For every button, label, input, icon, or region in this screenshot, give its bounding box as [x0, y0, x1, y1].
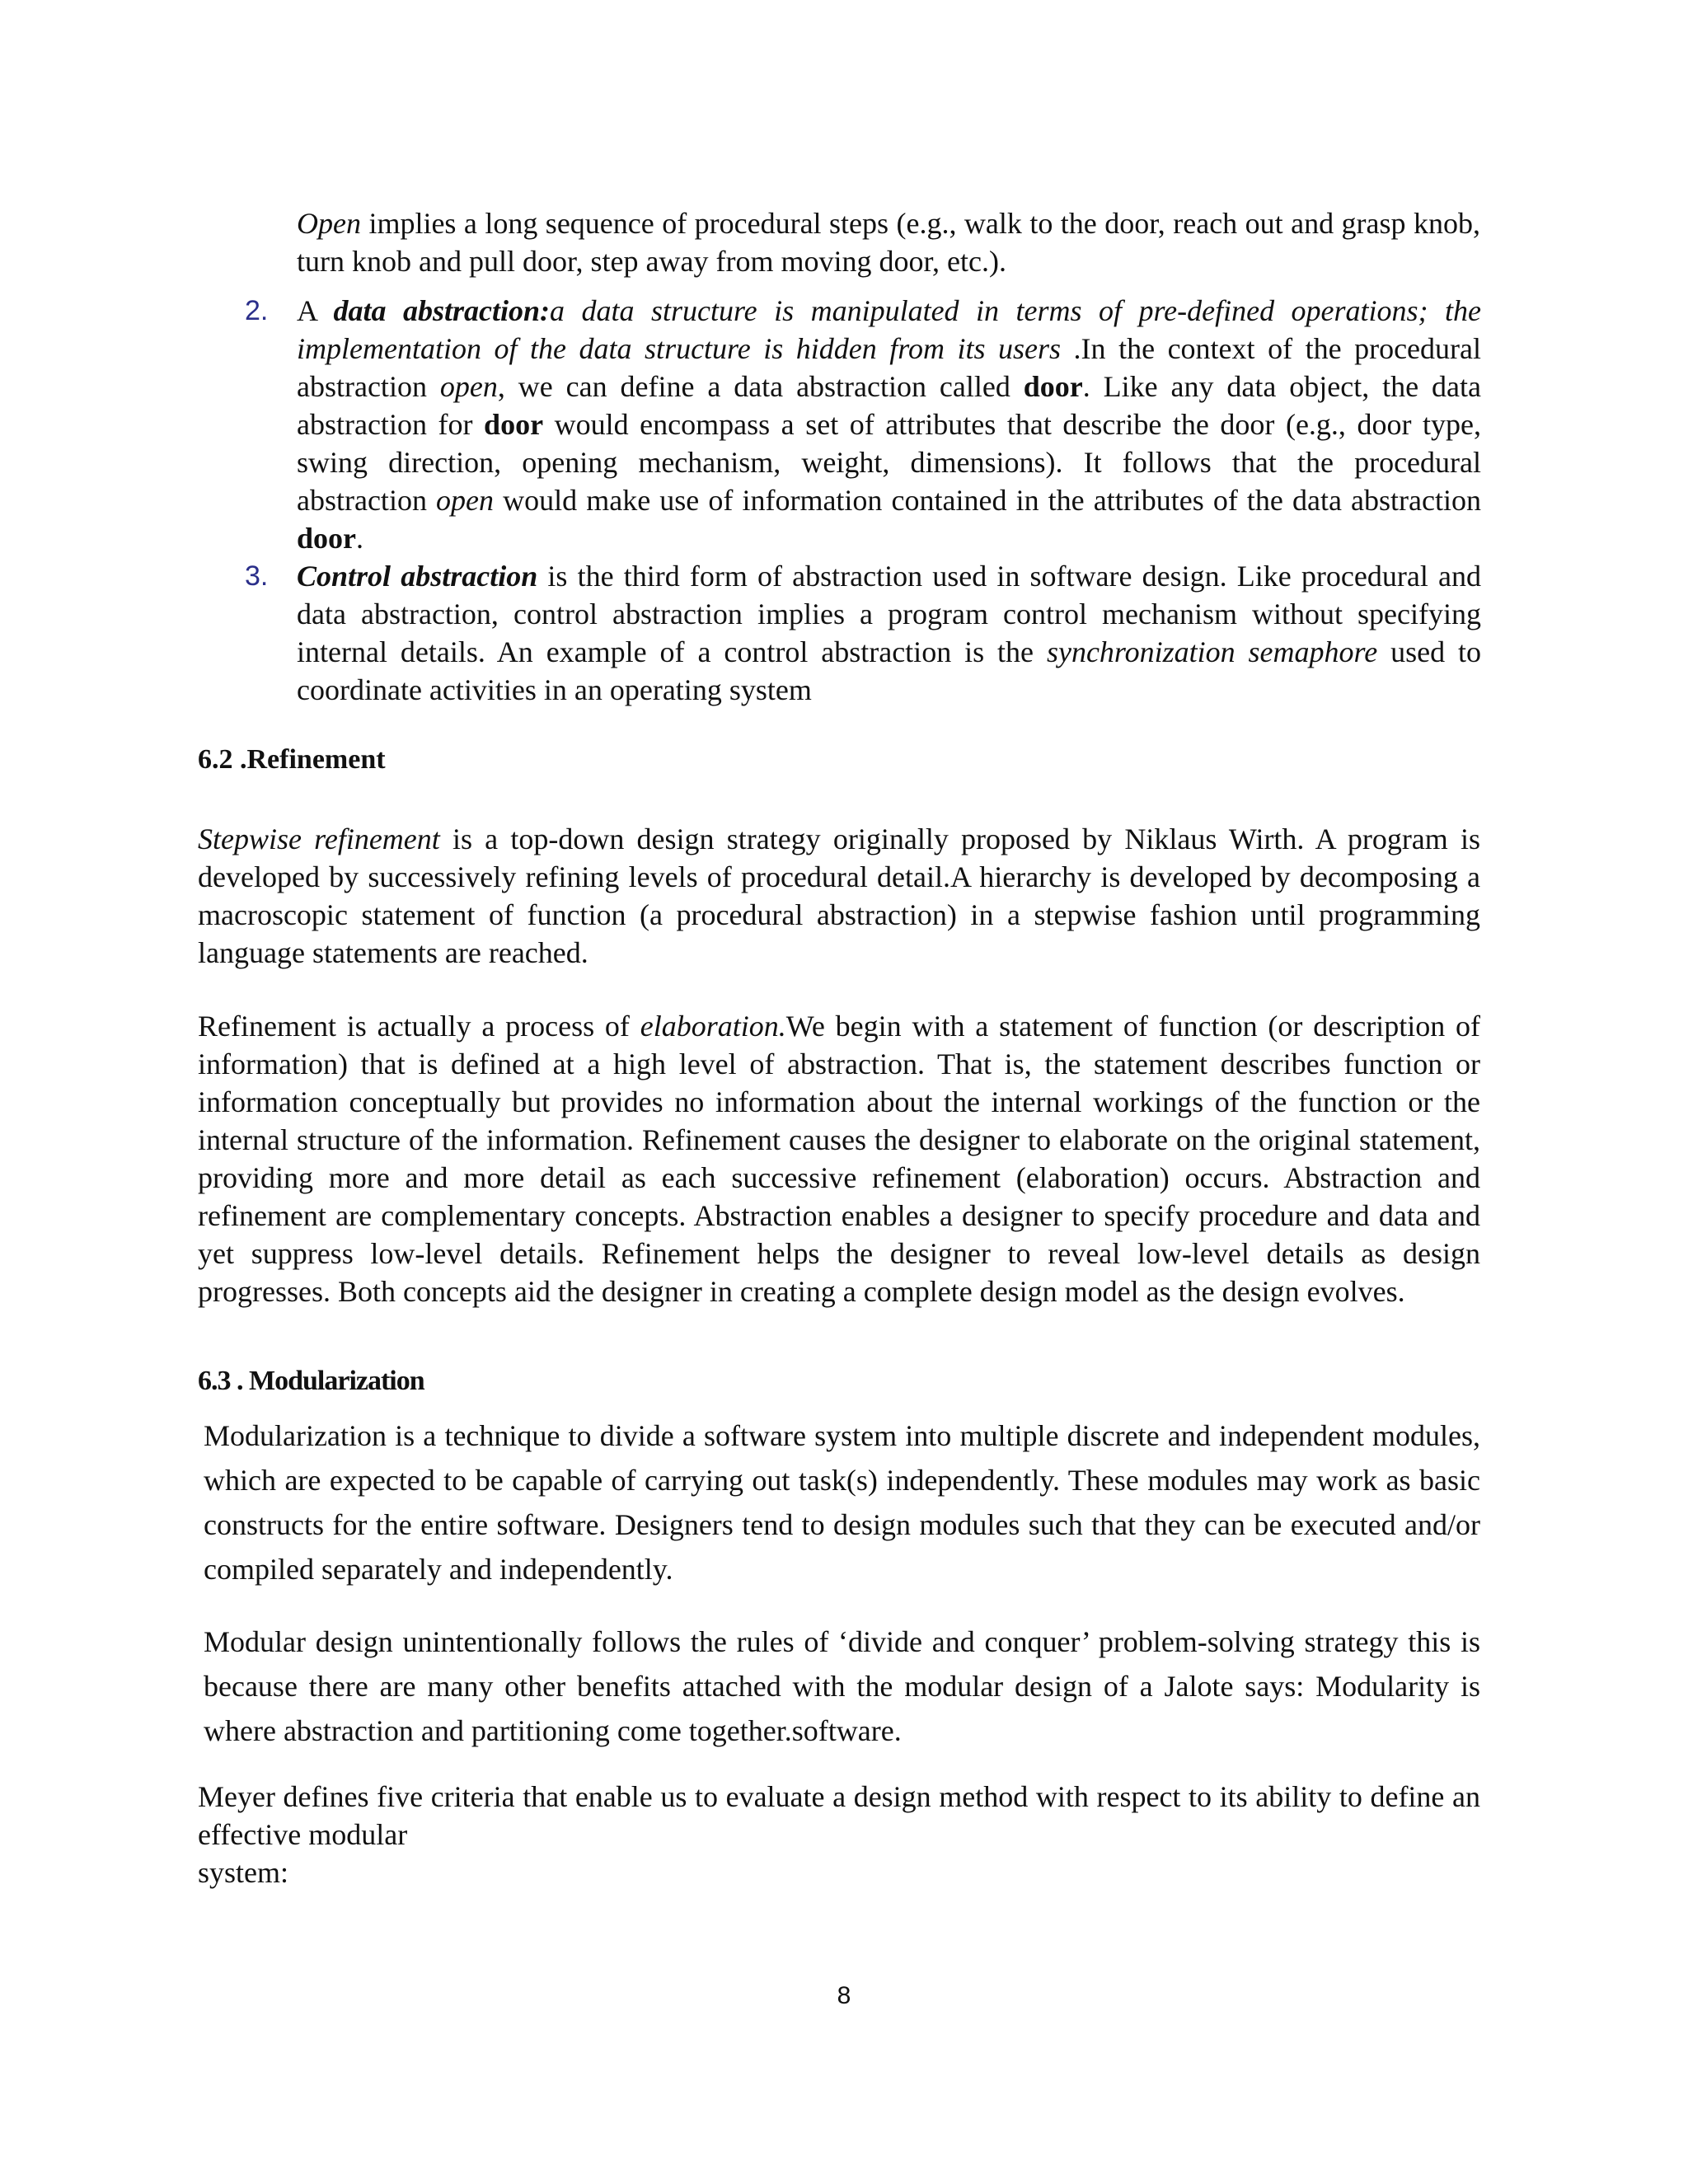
text-run: is a top-down design strategy originally proposed by Niklaus Wirth. A program is developed by successively refining levels of procedural detail.A hierarchy is developed by decomposing a macroscopic statement of function (a procedural abstraction) in a stepwise fashion until programming language statements are reached. [198, 823, 1480, 969]
text-run: would encompass a set of attributes that describe the door (e.g., door type, swing direction, opening mechanism, weight, dimensions). It follows that the procedural abstraction [297, 408, 1482, 517]
text-run: Refinement is actually a process of [198, 1010, 640, 1043]
text-run: is the third form of abstraction used in software design. Like procedural and data abstraction, control abstraction implies a program control mechanism without specifying internal details. An example of a control abstraction is the [297, 560, 1481, 668]
heading-refinement: 6.2 .Refinement [198, 744, 386, 775]
list-body [297, 292, 1481, 557]
refinement-paragraph-2 [198, 1007, 1480, 1310]
open-italic: open [436, 484, 495, 517]
stepwise-term: Stepwise refinement [198, 823, 440, 855]
article: A [297, 294, 334, 327]
list-body [297, 557, 1481, 709]
open-italic: open [439, 370, 498, 403]
open-paragraph [297, 204, 1480, 280]
data-abstraction-definition: a data structure is manipulated in terms of pre-defined operations; the implementation of the data structure is hidden from its users [297, 294, 1482, 365]
meyer-line-1: Meyer defines five criteria that enable us to evaluate a design method with respect to its ability to define an effective modular [198, 1780, 1480, 1851]
text-run: . [356, 522, 363, 555]
text-run: , we can define a data abstraction called [497, 370, 1024, 403]
open-text: implies a long sequence of procedural steps (e.g., walk to the door, reach out and grasp knob, turn knob and pull door, step away from moving door, etc.). [297, 207, 1480, 278]
control-abstraction-term: Control abstraction [297, 560, 538, 593]
list-number: 2. [245, 295, 269, 326]
door-bold: door [297, 522, 356, 555]
modularization-paragraph-2: Modular design unintentionally follows the rules of ‘divide and conquer’ problem-solving strategy this is because there are many other benefits attached with the modular design of a Jalote says: Modularity is where abstraction and partitioning come together.software. [204, 1625, 1480, 1747]
heading-modularization: 6.3 . Modularization [198, 1366, 424, 1396]
text-run: We begin with a statement of function (or description of information) that is defined at a high level of abstraction. That is, the statement describes function or information conceptually but provides no information about the internal workings of the function or the internal structure of the information. Refinement causes the designer to elaborate on the original statement, providing more and more detail as each successive refinement (elaboration) occurs. Abstraction and refinement are complementary concepts. Abstraction enables a designer to specify procedure and data and yet suppress low-level details. Refinement helps the designer to reveal low-level details as design progresses. Both concepts aid the designer in creating a complete design model as the design evolves. [198, 1010, 1481, 1308]
door-bold: door [484, 408, 544, 441]
text-run: .In the context of the procedural abstraction [297, 332, 1482, 403]
refinement-paragraph-1 [198, 820, 1480, 972]
semaphore-italic: synchronization semaphore [1046, 635, 1378, 668]
meyer-line-2: system: [198, 1856, 289, 1889]
list-number: 3. [245, 560, 269, 592]
elaboration-term: elaboration. [640, 1010, 786, 1043]
door-bold: door [1023, 370, 1083, 403]
data-abstraction-term: data abstraction: [333, 294, 550, 327]
text-run: used to coordinate activities in an operating system [297, 635, 1482, 706]
meyer-paragraph [198, 1778, 1480, 1891]
modularization-paragraph-1: Modularization is a technique to divide a software system into multiple discrete and independent modules, which are expected to be capable of carrying out task(s) independently. These modules may work as basic constructs for the entire software. Designers tend to design modules such that they can be executed and/or compiled separately and independently. [204, 1419, 1480, 1586]
text-run: would make use of information contained in the attributes of the data abstraction [494, 484, 1481, 517]
text-run: . Like any data object, the data abstraction for [297, 370, 1481, 441]
open-term: Open [297, 207, 361, 240]
page-number: 8 [837, 1982, 851, 2009]
